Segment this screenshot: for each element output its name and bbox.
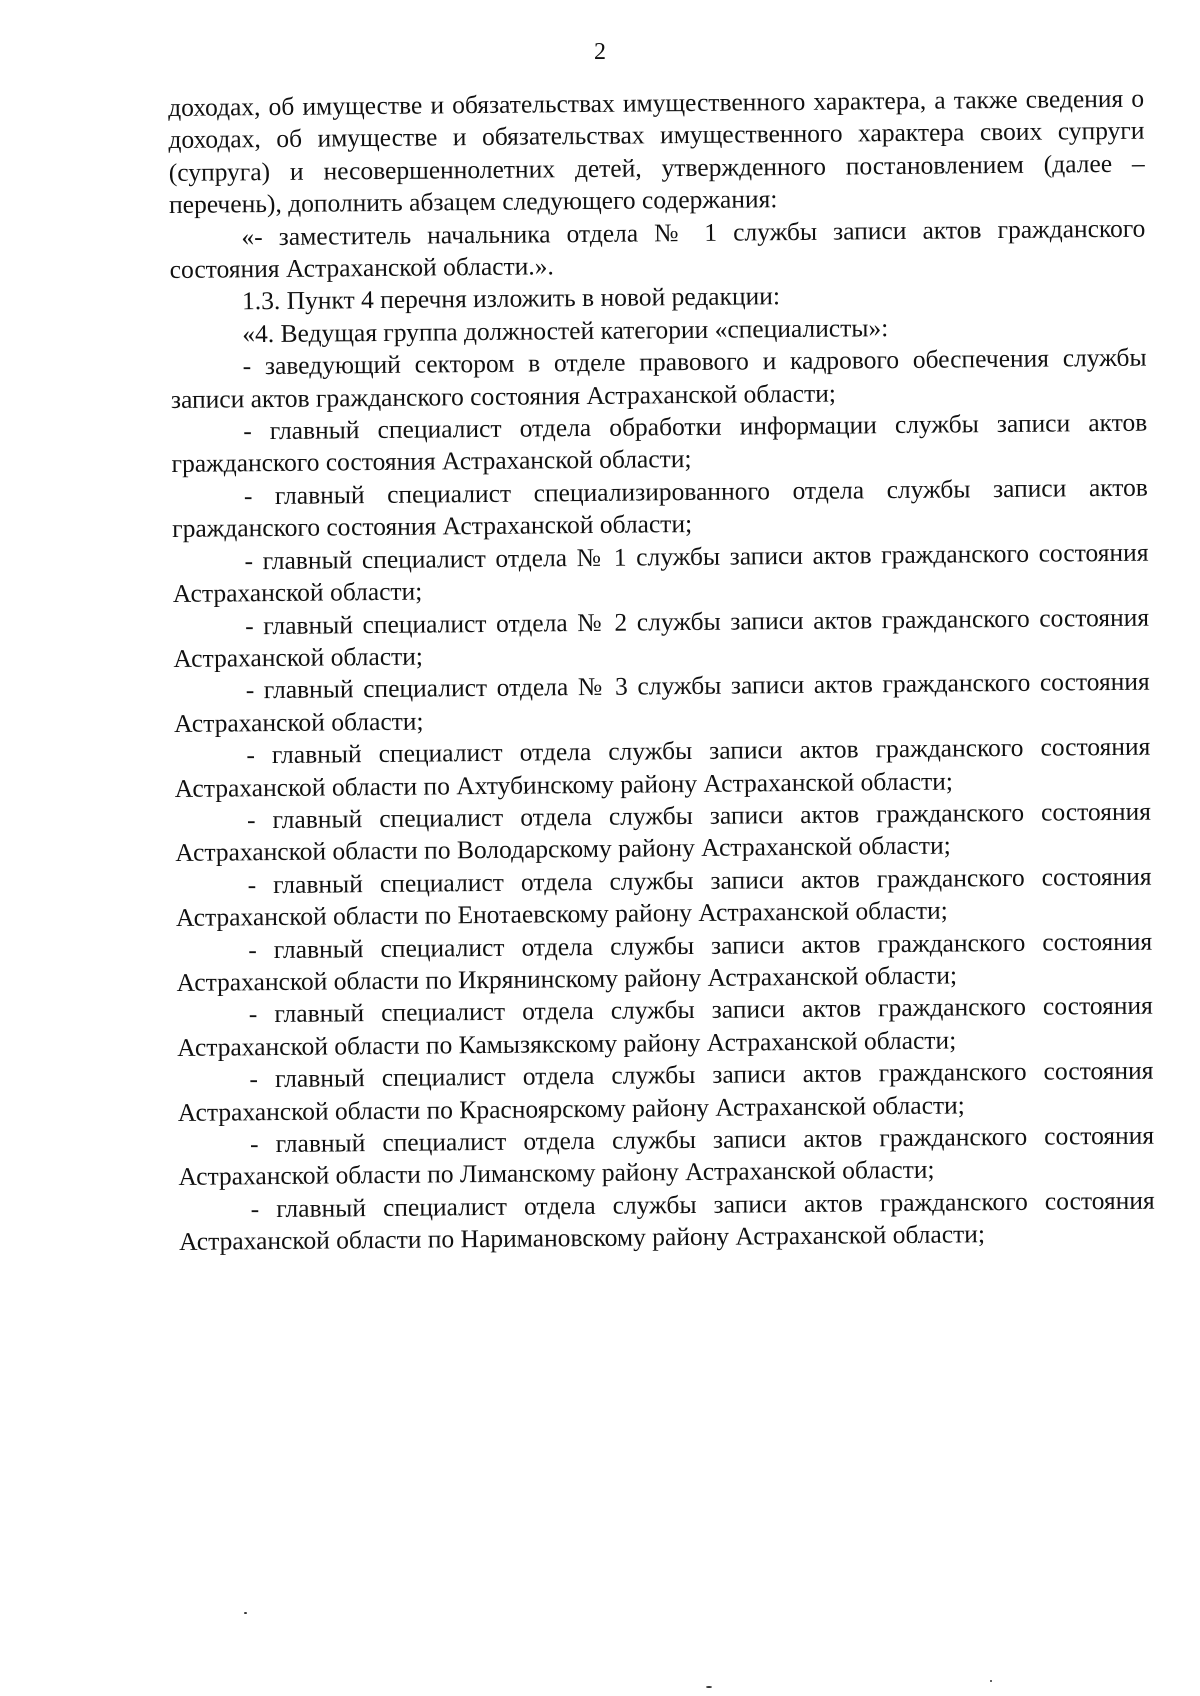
- paragraph-group-heading: «4. Ведущая группа должностей категории «специалисты»:: [242, 312, 889, 349]
- scan-speck: [706, 1686, 712, 1688]
- list-item: - главный специалист отдела службы записи актов гражданского состояния Астраханской области по Володарскому району Астраханской области;: [175, 796, 1152, 868]
- list-item: - главный специалист специализированного отдела службы записи актов гражданского состояния Астраханской области;: [172, 472, 1148, 544]
- paragraph-clause-1-3: 1.3. Пункт 4 перечня изложить в новой редакции:: [241, 281, 781, 316]
- list-item: - главный специалист отдела № 2 службы записи актов гражданского состояния Астраханской области;: [173, 602, 1150, 673]
- list-item: - заведующий сектором в отделе правового и кадрового обеспечения службы записи актов гражданского состояния Астраханской области;: [170, 342, 1147, 414]
- list-item: - главный специалист отдела № 1 службы записи актов гражданского состояния Астраханской области;: [172, 537, 1149, 609]
- list-item: - главный специалист отдела службы записи актов гражданского состояния Астраханской области по Енотаевскому району Астраханской области;: [175, 861, 1152, 933]
- list-item: - главный специалист отдела службы записи актов гражданского состояния Астраханской области по Ахтубинскому району Астраханской области;: [174, 731, 1151, 803]
- list-item: - главный специалист отдела № 3 службы записи актов гражданского состояния Астраханской области;: [173, 666, 1150, 738]
- list-item: - главный специалист отдела службы записи актов гражданского состояния Астраханской области по Красноярскому району Астраханской области;: [177, 1055, 1154, 1127]
- document-body: [168, 83, 1155, 1259]
- list-item: - главный специалист отдела обработки информации службы записи актов гражданского состояния Астраханской области;: [171, 407, 1148, 479]
- list-item: - главный специалист отдела службы записи актов гражданского состояния Астраханской области по Камызякскому району Астраханской области;: [177, 990, 1153, 1062]
- scan-speck: [990, 1680, 992, 1682]
- list-item: - главный специалист отдела службы записи актов гражданского состояния Астраханской области по Икрянинскому району Астраханской области;: [176, 926, 1153, 997]
- paragraph-inserted-position: «- заместитель начальника отдела № 1 службы записи актов гражданского состояния Астраханской области.».: [169, 213, 1146, 285]
- list-item: - главный специалист отдела службы записи актов гражданского состояния Астраханской области по Наримановскому району Астраханской области;: [178, 1185, 1155, 1257]
- position-list: [170, 342, 1155, 1259]
- scan-speck: [244, 1612, 247, 1614]
- page-number: 2: [594, 39, 606, 65]
- list-item: - главный специалист отдела службы записи актов гражданского состояния Астраханской области по Лиманскому району Астраханской области;: [178, 1120, 1155, 1192]
- paragraph-continuation: доходах, об имуществе и обязательствах имущественного характера, а также сведения о доходах, об имуществе и обязательствах имущественного характера своих супруги (супруга) и несовершеннолетних детей, утвержденного постановлением (далее – перечень), дополнить абзацем следующего содержания:: [168, 83, 1145, 220]
